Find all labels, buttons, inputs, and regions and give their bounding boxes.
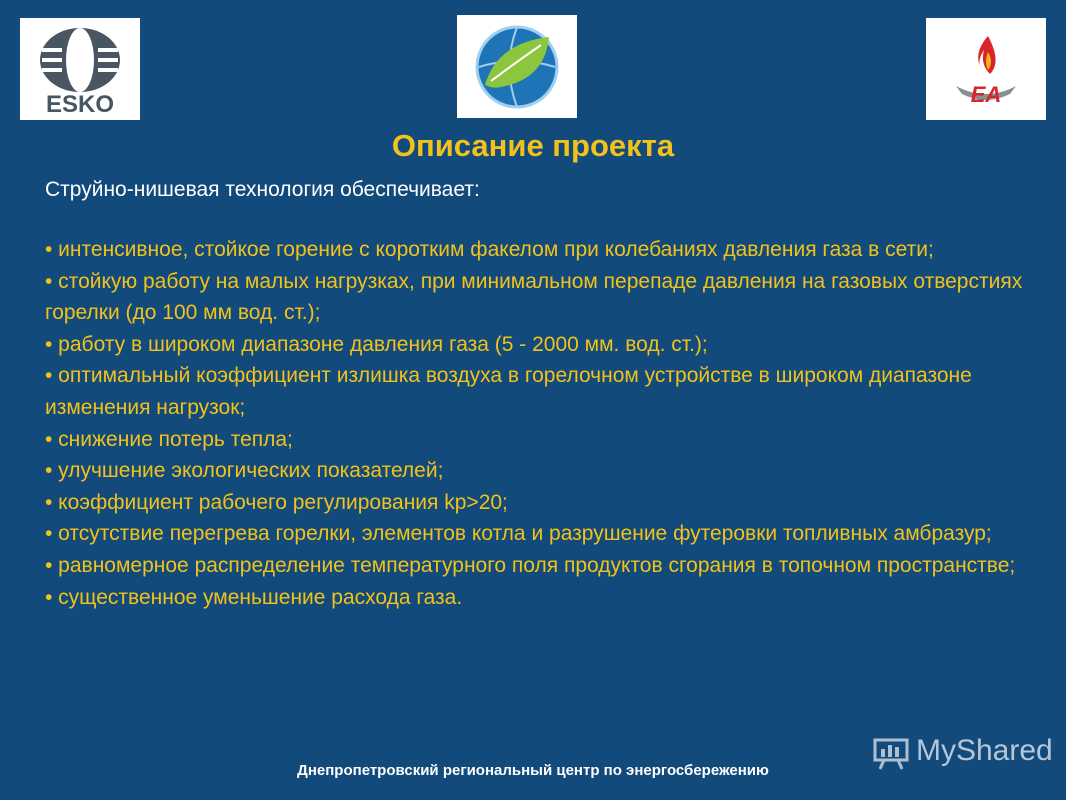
- list-item: • отсутствие перегрева горелки, элементов котла и разрушение футеровки топливных амбразур;: [45, 522, 992, 546]
- list-item: • стойкую работу на малых нагрузках, при минимальном перепаде давления на газовых отверстиях горелки (до 100 мм вод. ст.);: [45, 269, 1023, 325]
- svg-text:EA: EA: [970, 82, 1002, 107]
- list-item: • снижение потерь тепла;: [45, 427, 293, 451]
- list-item: • оптимальный коэффициент излишка воздуха в горелочном устройстве в широком диапазоне изменения нагрузок;: [45, 364, 972, 419]
- list-item: • коэффициент рабочего регулирования kp>20;: [45, 490, 508, 514]
- list-item: • существенное уменьшение расхода газа.: [45, 585, 463, 609]
- presentation-board-icon: [872, 736, 910, 770]
- list-item: • равномерное распределение температурного поля продуктов сгорания в топочном пространстве;: [45, 553, 1016, 577]
- watermark: [872, 734, 1052, 774]
- list-item: • работу в широком диапазоне давления газа (5 - 2000 мм. вод. ст.);: [45, 332, 708, 356]
- svg-text:ESKO: ESKO: [45, 91, 115, 118]
- feature-list: [45, 234, 1045, 613]
- page-title: Описание проекта: [391, 128, 675, 163]
- ea-flame-logo: [926, 18, 1046, 120]
- esko-logo: [20, 18, 140, 120]
- leaf-globe-logo: [457, 15, 577, 118]
- footer-text: Днепропетровский региональный центр по энергосбережению: [297, 762, 769, 779]
- list-item: • интенсивное, стойкое горение с коротким факелом при колебаниях давления газа в сети;: [45, 238, 934, 261]
- watermark-text: MyShared: [916, 734, 1053, 767]
- intro-text: Струйно-нишевая технология обеспечивает:: [45, 178, 480, 201]
- list-item: • улучшение экологических показателей;: [45, 459, 444, 483]
